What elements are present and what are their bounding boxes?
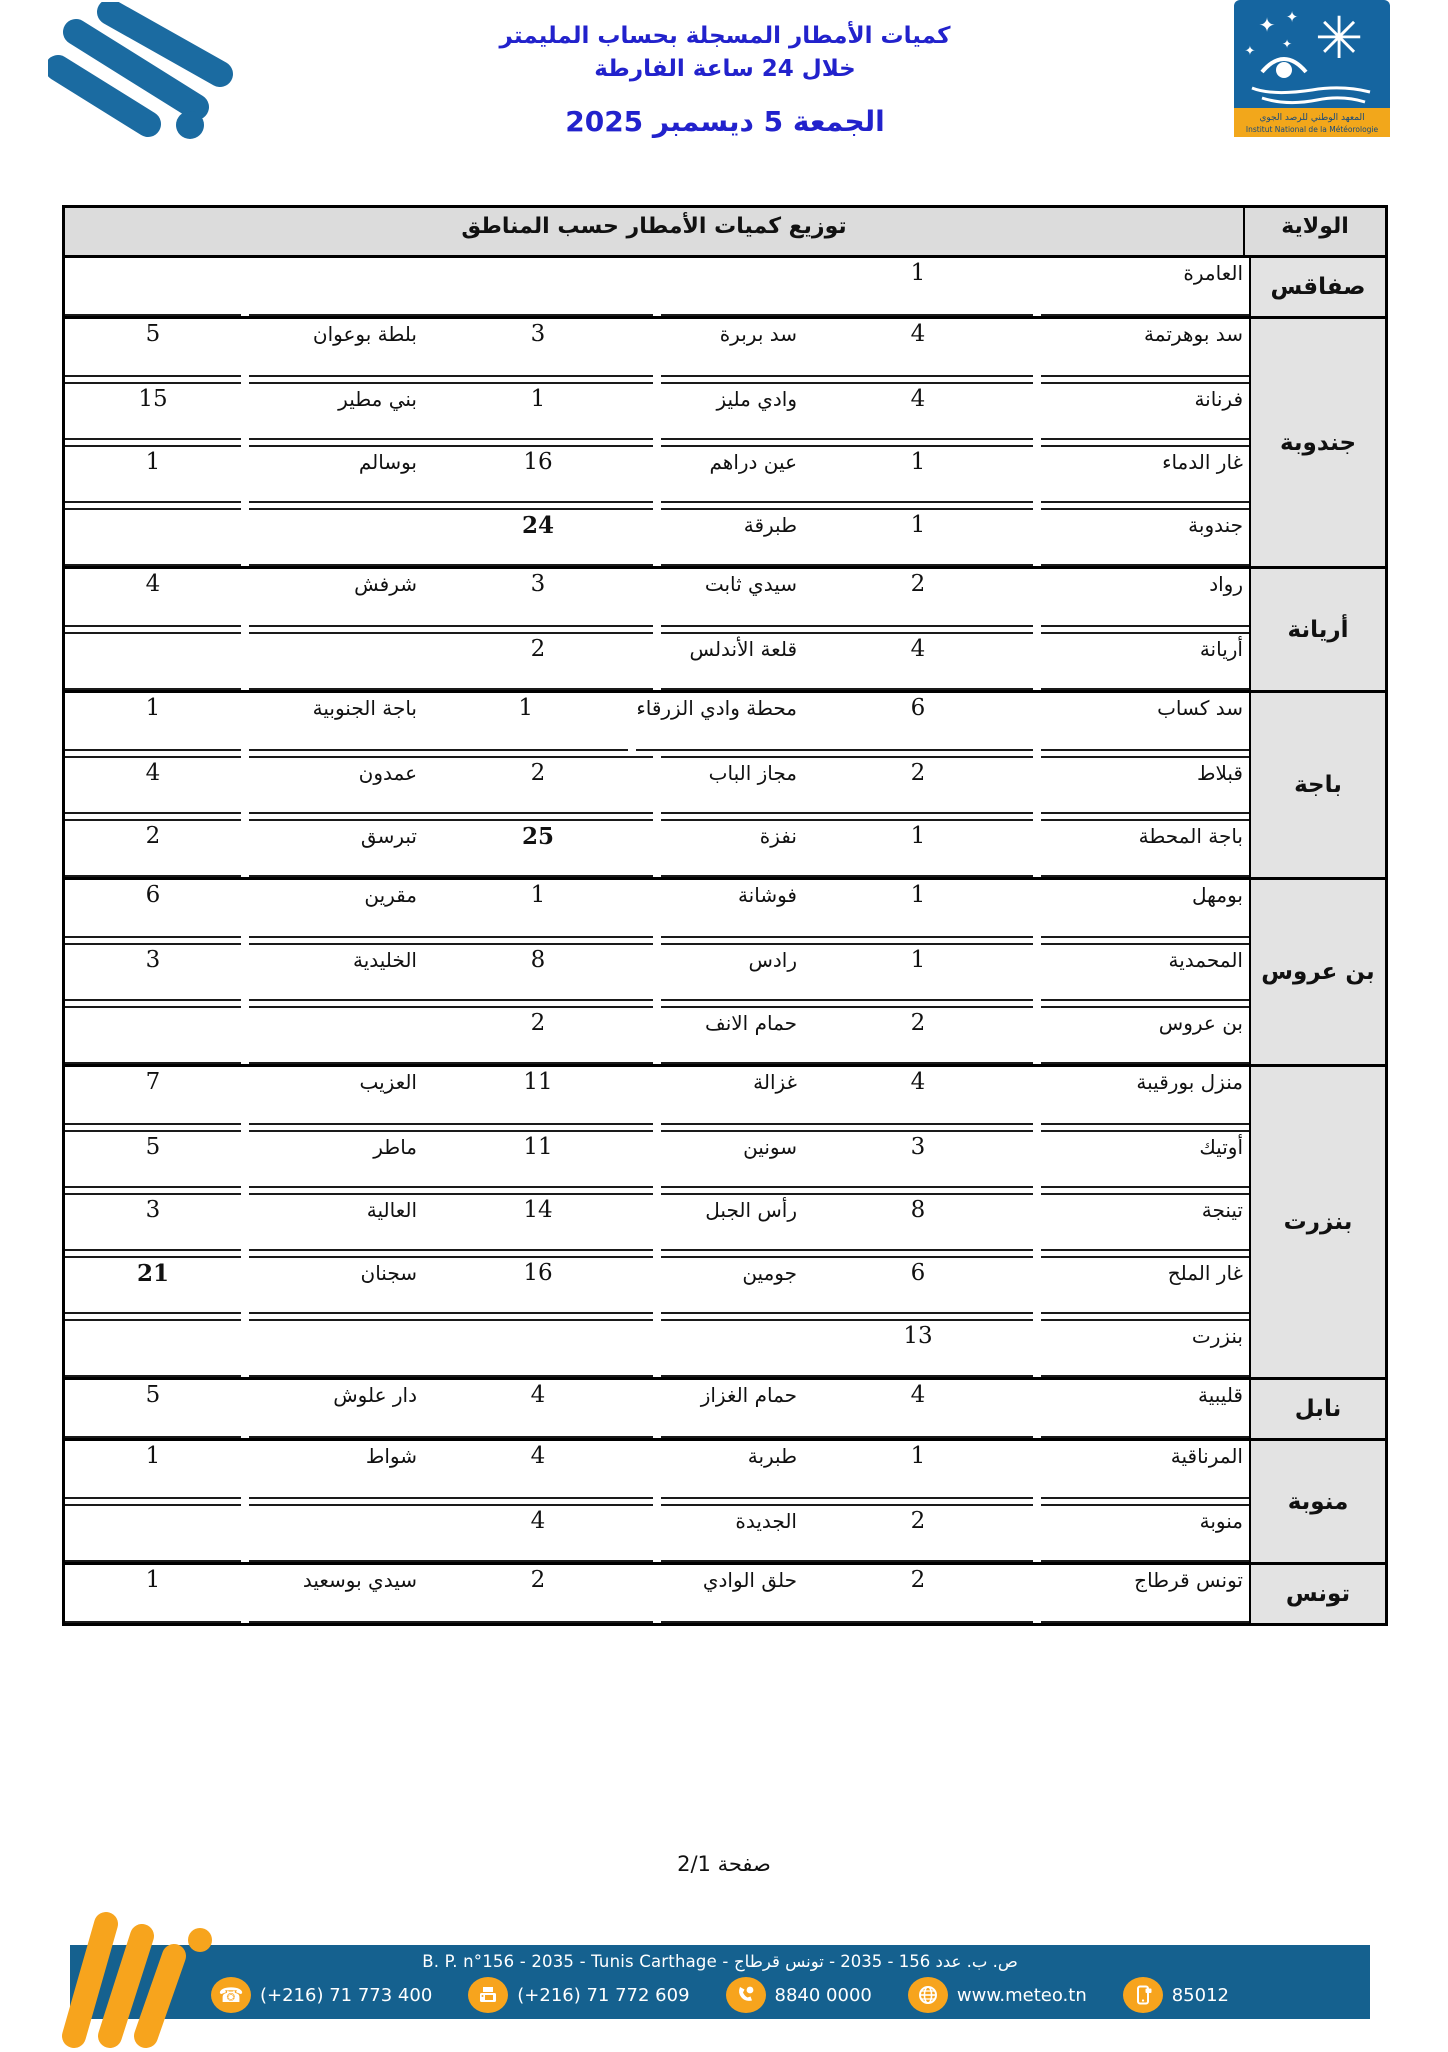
rain-value: 2 bbox=[803, 1006, 1033, 1064]
rain-value: 2 bbox=[803, 756, 1033, 814]
station-name: العالية bbox=[249, 1193, 423, 1251]
station-cell bbox=[65, 508, 423, 566]
station-name: غار الملح bbox=[1041, 1256, 1249, 1314]
footer-stripes-icon bbox=[40, 1888, 270, 2048]
station-name: أوتيك bbox=[1041, 1130, 1249, 1188]
station-name: سونين bbox=[661, 1130, 803, 1188]
station-cell bbox=[65, 819, 423, 877]
station-cell bbox=[65, 445, 423, 503]
station-name: جومين bbox=[661, 1256, 803, 1314]
governorate-group bbox=[65, 566, 1385, 690]
station-cell bbox=[65, 258, 423, 316]
station-name: قلعة الأندلس bbox=[661, 632, 803, 690]
table-row bbox=[65, 1380, 1249, 1438]
station-name: بنزرت bbox=[1041, 1319, 1249, 1377]
rain-value: 4 bbox=[803, 632, 1033, 690]
station-name: نفزة bbox=[661, 819, 803, 877]
station-cell bbox=[423, 445, 803, 503]
station-cell bbox=[423, 258, 803, 316]
rain-value: 1 bbox=[803, 1441, 1033, 1499]
report-title-line2: خلال 24 ساعة الفارطة bbox=[594, 56, 856, 83]
table-row bbox=[65, 693, 1249, 751]
rain-value: 2 bbox=[803, 1504, 1033, 1562]
contact-item bbox=[908, 1977, 1087, 2013]
svg-text:✳: ✳ bbox=[1314, 4, 1364, 72]
station-name: محطة وادي الزرقاء bbox=[636, 693, 803, 751]
rain-value bbox=[65, 1006, 241, 1064]
column-header-governorate: الولاية bbox=[1243, 208, 1385, 255]
station-name: المحمدية bbox=[1041, 943, 1249, 1001]
station-name: غار الدماء bbox=[1041, 445, 1249, 503]
contact-label: 85012 bbox=[1171, 1984, 1229, 2006]
governorate-group bbox=[65, 1438, 1385, 1562]
table-row bbox=[65, 1006, 1249, 1064]
rain-value: 16 bbox=[423, 445, 653, 503]
table-row bbox=[65, 1067, 1249, 1125]
report-title-line1: كميات الأمطار المسجلة بحساب المليمتر bbox=[499, 23, 951, 49]
station-name: الخليدية bbox=[249, 943, 423, 1001]
station-cell bbox=[803, 1504, 1249, 1562]
governorate-label: نابل bbox=[1249, 1380, 1385, 1438]
page-number: صفحة 2/1 bbox=[677, 1852, 771, 1876]
station-cell bbox=[65, 382, 423, 440]
station-cell bbox=[423, 1504, 803, 1562]
station-name: حمام الانف bbox=[661, 1006, 803, 1064]
station-name bbox=[249, 1504, 423, 1562]
station-cell bbox=[803, 1256, 1249, 1314]
rain-value: 1 bbox=[423, 880, 653, 938]
station-cell bbox=[803, 880, 1249, 938]
rain-value: 24 bbox=[423, 508, 653, 566]
station-name: طبربة bbox=[661, 1441, 803, 1499]
telephone-icon: ☎ bbox=[211, 1977, 251, 2013]
footer-stripes-decoration bbox=[40, 1888, 270, 2048]
table-row bbox=[65, 382, 1249, 440]
station-name: منزل بورقيبة bbox=[1041, 1067, 1249, 1125]
table-row bbox=[65, 943, 1249, 1001]
governorate-label: منوبة bbox=[1249, 1441, 1385, 1562]
table-header-row bbox=[65, 208, 1385, 258]
rain-value: 2 bbox=[423, 1006, 653, 1064]
station-cell bbox=[423, 319, 803, 377]
rain-value: 4 bbox=[803, 1380, 1033, 1438]
group-rows bbox=[65, 1380, 1249, 1438]
station-cell bbox=[423, 632, 803, 690]
station-cell bbox=[65, 1130, 423, 1188]
table-row bbox=[65, 1319, 1249, 1377]
station-cell bbox=[65, 693, 423, 751]
station-cell bbox=[423, 1380, 803, 1438]
table-row bbox=[65, 1130, 1249, 1188]
rain-value: 5 bbox=[65, 319, 241, 377]
station-name: سد بوهرتمة bbox=[1041, 319, 1249, 377]
rain-value: 3 bbox=[65, 943, 241, 1001]
governorate-group bbox=[65, 1064, 1385, 1377]
station-cell bbox=[65, 756, 423, 814]
station-name: العامرة bbox=[1041, 258, 1249, 316]
station-name bbox=[249, 508, 423, 566]
station-cell bbox=[65, 319, 423, 377]
station-name bbox=[249, 632, 423, 690]
rain-value: 4 bbox=[423, 1504, 653, 1562]
station-cell bbox=[423, 1006, 803, 1064]
station-cell bbox=[423, 1565, 803, 1623]
rain-value: 14 bbox=[423, 1193, 653, 1251]
rain-value: 1 bbox=[803, 943, 1033, 1001]
station-cell bbox=[803, 756, 1249, 814]
station-cell bbox=[65, 1441, 423, 1499]
station-cell bbox=[803, 1380, 1249, 1438]
station-name: بن عروس bbox=[1041, 1006, 1249, 1064]
group-rows bbox=[65, 569, 1249, 690]
station-cell bbox=[423, 508, 803, 566]
rain-value: 1 bbox=[65, 1441, 241, 1499]
rain-value: 5 bbox=[65, 1130, 241, 1188]
station-cell bbox=[803, 1441, 1249, 1499]
station-name: الجديدة bbox=[661, 1504, 803, 1562]
rain-value: 4 bbox=[803, 382, 1033, 440]
rain-value: 1 bbox=[65, 693, 241, 751]
rain-value bbox=[65, 508, 241, 566]
contact-item bbox=[468, 1977, 689, 2013]
station-cell bbox=[65, 1380, 423, 1438]
rain-value bbox=[423, 258, 653, 316]
rain-stripes-logo bbox=[48, 2, 243, 147]
station-cell bbox=[803, 1565, 1249, 1623]
group-rows bbox=[65, 693, 1249, 877]
governorate-label: بنزرت bbox=[1249, 1067, 1385, 1377]
table-row bbox=[65, 508, 1249, 566]
rain-value: 4 bbox=[65, 756, 241, 814]
rain-value: 1 bbox=[423, 382, 653, 440]
contact-label: www.meteo.tn bbox=[956, 1984, 1087, 2006]
governorate-label: بن عروس bbox=[1249, 880, 1385, 1064]
table-row bbox=[65, 756, 1249, 814]
station-name: باجة المحطة bbox=[1041, 819, 1249, 877]
table-row bbox=[65, 319, 1249, 377]
station-name: جندوبة bbox=[1041, 508, 1249, 566]
station-cell bbox=[65, 632, 423, 690]
station-name: سجنان bbox=[249, 1256, 423, 1314]
contact-label: (+216) 71 773 400 bbox=[260, 1984, 433, 2006]
rain-value: 1 bbox=[803, 880, 1033, 938]
rain-value: 4 bbox=[423, 1441, 653, 1499]
station-cell bbox=[423, 1067, 803, 1125]
table-row bbox=[65, 819, 1249, 877]
station-name: باجة الجنوبية bbox=[249, 693, 423, 751]
table-row bbox=[65, 1441, 1249, 1499]
contact-item bbox=[1123, 1977, 1229, 2013]
station-name: وادي مليز bbox=[661, 382, 803, 440]
station-cell bbox=[65, 1319, 423, 1377]
station-cell bbox=[65, 1193, 423, 1251]
table-row bbox=[65, 445, 1249, 503]
rain-value: 1 bbox=[803, 508, 1033, 566]
station-name: مقرين bbox=[249, 880, 423, 938]
rain-value: 2 bbox=[65, 819, 241, 877]
table-row bbox=[65, 1256, 1249, 1314]
station-cell bbox=[423, 1319, 803, 1377]
governorate-label: أريانة bbox=[1249, 569, 1385, 690]
station-cell bbox=[65, 1006, 423, 1064]
rain-value: 4 bbox=[803, 1067, 1033, 1125]
rain-stripes-icon bbox=[48, 2, 243, 147]
rain-value: 2 bbox=[803, 569, 1033, 627]
station-cell bbox=[65, 1256, 423, 1314]
inm-caption-ar: المعهد الوطني للرصد الجوي bbox=[1259, 113, 1365, 123]
rain-value: 15 bbox=[65, 382, 241, 440]
rain-value: 6 bbox=[803, 693, 1033, 751]
rain-value: 1 bbox=[65, 1565, 241, 1623]
station-cell bbox=[423, 569, 803, 627]
table-row bbox=[65, 1565, 1249, 1623]
rain-value: 1 bbox=[65, 445, 241, 503]
station-name: رواد bbox=[1041, 569, 1249, 627]
table-body bbox=[65, 258, 1385, 1623]
footer-address-en: B. P. n°156 - 2035 - Tunis Carthage bbox=[422, 1952, 717, 1971]
station-name: غزالة bbox=[661, 1067, 803, 1125]
station-name: سد بربرة bbox=[661, 319, 803, 377]
svg-text:✦: ✦ bbox=[1244, 44, 1256, 59]
table-row bbox=[65, 1504, 1249, 1562]
station-name: قبلاط bbox=[1041, 756, 1249, 814]
station-name: العزيب bbox=[249, 1067, 423, 1125]
station-name: عمدون bbox=[249, 756, 423, 814]
station-cell bbox=[803, 319, 1249, 377]
rain-value bbox=[65, 632, 241, 690]
rain-value: 8 bbox=[423, 943, 653, 1001]
station-cell bbox=[65, 569, 423, 627]
rain-value: 6 bbox=[65, 880, 241, 938]
rain-value: 6 bbox=[803, 1256, 1033, 1314]
rain-value: 1 bbox=[423, 693, 628, 751]
rain-value bbox=[65, 1319, 241, 1377]
rain-value: 2 bbox=[423, 1565, 653, 1623]
station-cell bbox=[423, 943, 803, 1001]
station-cell bbox=[803, 1130, 1249, 1188]
rain-value: 16 bbox=[423, 1256, 653, 1314]
governorate-group bbox=[65, 1562, 1385, 1623]
station-name: تبرسق bbox=[249, 819, 423, 877]
inm-logo-icon bbox=[1232, 0, 1392, 137]
governorate-group bbox=[65, 258, 1385, 316]
station-cell bbox=[803, 508, 1249, 566]
group-rows bbox=[65, 319, 1249, 566]
station-cell bbox=[65, 1565, 423, 1623]
footer-address-sep: - bbox=[722, 1952, 735, 1971]
station-cell bbox=[423, 1441, 803, 1499]
group-rows bbox=[65, 1067, 1249, 1377]
station-cell bbox=[423, 819, 803, 877]
station-cell bbox=[423, 756, 803, 814]
rainfall-table bbox=[62, 205, 1388, 1626]
inm-caption-fr: Institut National de la Météorologie bbox=[1245, 125, 1379, 134]
rain-value bbox=[423, 1319, 653, 1377]
fax-icon bbox=[468, 1977, 508, 2013]
group-rows bbox=[65, 1441, 1249, 1562]
governorate-label: جندوبة bbox=[1249, 319, 1385, 566]
station-name: تونس قرطاج bbox=[1041, 1565, 1249, 1623]
station-cell bbox=[65, 880, 423, 938]
station-name bbox=[249, 1006, 423, 1064]
svg-text:✦: ✦ bbox=[1285, 8, 1299, 26]
rain-value: 11 bbox=[423, 1130, 653, 1188]
rain-value: 4 bbox=[423, 1380, 653, 1438]
station-cell bbox=[803, 1193, 1249, 1251]
footer-address-ar: ص. ب. عدد 156 - 2035 - تونس قرطاج bbox=[734, 1952, 1018, 1971]
station-name: سيدي بوسعيد bbox=[249, 1565, 423, 1623]
governorate-group bbox=[65, 316, 1385, 566]
station-name: فرنانة bbox=[1041, 382, 1249, 440]
station-cell bbox=[803, 1067, 1249, 1125]
inm-logo bbox=[1232, 0, 1392, 137]
group-rows bbox=[65, 1565, 1249, 1623]
rain-value: 5 bbox=[65, 1380, 241, 1438]
station-name: طبرقة bbox=[661, 508, 803, 566]
rain-value: 1 bbox=[803, 445, 1033, 503]
rain-value: 8 bbox=[803, 1193, 1033, 1251]
rain-value: 1 bbox=[803, 819, 1033, 877]
station-cell bbox=[803, 569, 1249, 627]
station-name: سيدي ثابت bbox=[661, 569, 803, 627]
station-cell bbox=[803, 1006, 1249, 1064]
station-cell bbox=[803, 258, 1249, 316]
rain-value: 21 bbox=[65, 1256, 241, 1314]
rain-value: 4 bbox=[65, 569, 241, 627]
table-row bbox=[65, 880, 1249, 938]
station-name: بلطة بوعوان bbox=[249, 319, 423, 377]
station-name: سد كساب bbox=[1041, 693, 1249, 751]
table-row bbox=[65, 569, 1249, 627]
rain-value: 25 bbox=[423, 819, 653, 877]
group-rows bbox=[65, 880, 1249, 1064]
contact-label: (+216) 71 772 609 bbox=[517, 1984, 690, 2006]
contact-label: 8840 0000 bbox=[774, 1984, 872, 2006]
svg-text:✦: ✦ bbox=[1281, 37, 1293, 51]
governorate-label: باجة bbox=[1249, 693, 1385, 877]
governorate-label: تونس bbox=[1249, 1565, 1385, 1623]
governorate-group bbox=[65, 1377, 1385, 1438]
station-name: بوسالم bbox=[249, 445, 423, 503]
rain-value: 2 bbox=[423, 756, 653, 814]
station-cell bbox=[423, 382, 803, 440]
rain-value: 3 bbox=[423, 569, 653, 627]
station-name: منوبة bbox=[1041, 1504, 1249, 1562]
rain-value: 3 bbox=[423, 319, 653, 377]
station-cell bbox=[423, 1130, 803, 1188]
station-name: شرفش bbox=[249, 569, 423, 627]
mobile-icon bbox=[1123, 1977, 1163, 2013]
station-cell bbox=[803, 1319, 1249, 1377]
table-row bbox=[65, 258, 1249, 316]
station-name: رأس الجبل bbox=[661, 1193, 803, 1251]
governorate-group bbox=[65, 690, 1385, 877]
station-cell bbox=[423, 880, 803, 938]
rain-value: 7 bbox=[65, 1067, 241, 1125]
governorate-label: صفاقس bbox=[1249, 258, 1385, 316]
station-cell bbox=[423, 693, 803, 751]
station-name: حمام الغزاز bbox=[661, 1380, 803, 1438]
station-name: عين دراهم bbox=[661, 445, 803, 503]
rain-value: 3 bbox=[65, 1193, 241, 1251]
station-name: مجاز الباب bbox=[661, 756, 803, 814]
station-cell bbox=[803, 819, 1249, 877]
rain-value: 1 bbox=[803, 258, 1033, 316]
station-name: قليبية bbox=[1041, 1380, 1249, 1438]
station-name: دار علوش bbox=[249, 1380, 423, 1438]
station-name: بومهل bbox=[1041, 880, 1249, 938]
rain-value: 13 bbox=[803, 1319, 1033, 1377]
station-name: فوشانة bbox=[661, 880, 803, 938]
station-cell bbox=[803, 632, 1249, 690]
station-name bbox=[661, 1319, 803, 1377]
rain-value: 2 bbox=[423, 632, 653, 690]
rain-value bbox=[65, 258, 241, 316]
station-cell bbox=[423, 1256, 803, 1314]
contact-item bbox=[726, 1977, 872, 2013]
report-title-block bbox=[300, 20, 1150, 138]
handset-icon bbox=[726, 1977, 766, 2013]
station-name: رادس bbox=[661, 943, 803, 1001]
globe-icon bbox=[908, 1977, 948, 2013]
station-cell bbox=[803, 693, 1249, 751]
rain-value: 11 bbox=[423, 1067, 653, 1125]
station-name: ماطر bbox=[249, 1130, 423, 1188]
station-name bbox=[249, 1319, 423, 1377]
station-cell bbox=[803, 382, 1249, 440]
station-name: تينجة bbox=[1041, 1193, 1249, 1251]
table-row bbox=[65, 1193, 1249, 1251]
rain-value: 3 bbox=[803, 1130, 1033, 1188]
rain-value bbox=[65, 1504, 241, 1562]
station-cell bbox=[803, 943, 1249, 1001]
station-name: حلق الوادي bbox=[661, 1565, 803, 1623]
table-row bbox=[65, 632, 1249, 690]
rain-value: 2 bbox=[803, 1565, 1033, 1623]
station-cell bbox=[423, 1193, 803, 1251]
station-cell bbox=[65, 1504, 423, 1562]
station-name: المرناقية bbox=[1041, 1441, 1249, 1499]
station-name: شواط bbox=[249, 1441, 423, 1499]
group-rows bbox=[65, 258, 1249, 316]
station-name: بني مطير bbox=[249, 382, 423, 440]
station-cell bbox=[65, 1067, 423, 1125]
station-name bbox=[249, 258, 423, 316]
station-name: أريانة bbox=[1041, 632, 1249, 690]
svg-text:✦: ✦ bbox=[1258, 13, 1276, 37]
column-header-distribution: توزيع كميات الأمطار حسب المناطق bbox=[461, 214, 847, 239]
station-cell bbox=[803, 445, 1249, 503]
governorate-group bbox=[65, 877, 1385, 1064]
report-date: الجمعة 5 ديسمبر 2025 bbox=[565, 104, 885, 138]
station-name bbox=[661, 258, 803, 316]
rain-value: 4 bbox=[803, 319, 1033, 377]
station-cell bbox=[65, 943, 423, 1001]
